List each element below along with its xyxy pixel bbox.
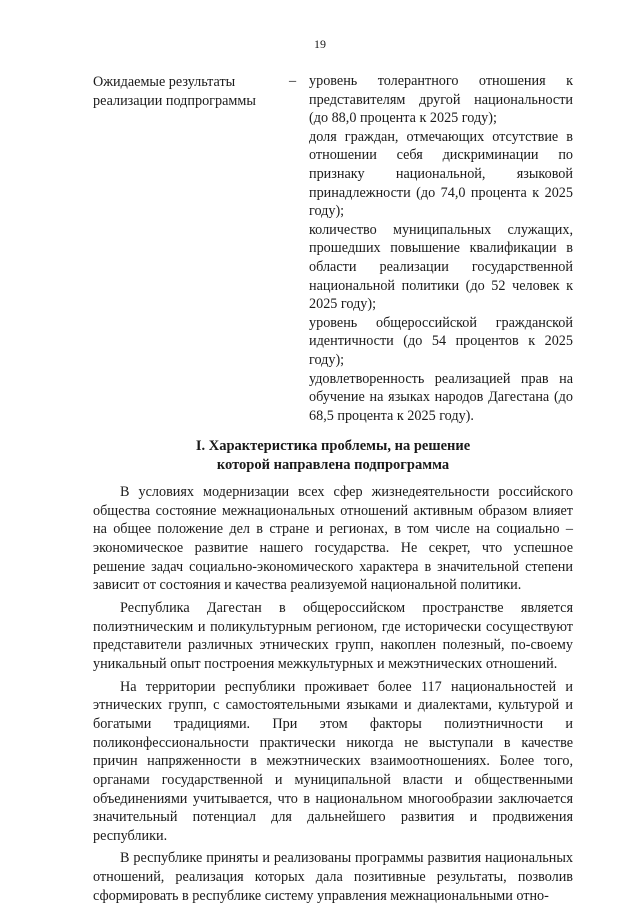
- paragraph: В условиях модернизации всех сфер жизнедеятельности российского общества состояние межнациональных отношений активным образом влияет на общее положение дел в стране и регионах, в том числе на социально – экономическое развитие нашего государства. Не секрет, что успешное решение задач социально-экономического характера в значительной степени зависит от состояния и качества реализуемой национальной политики.: [93, 484, 573, 594]
- expected-results-block: [93, 72, 573, 425]
- page-number: 19: [314, 37, 326, 51]
- expected-results-label: Ожидаемые результаты реализации подпрограммы: [93, 74, 256, 109]
- paragraph: Республика Дагестан в общероссийском пространстве является полиэтническим и поликультурным регионом, где исторически сосуществуют представители различных этнических групп, накоплен полезный, по-своему уникальный опыт построения межкультурных и межэтнических отношений.: [93, 599, 573, 672]
- section-heading: [93, 437, 573, 475]
- result-item: удовлетворенность реализацией прав на обучение на языках народов Дагестана (до 68,5 процента к 2025 году).: [309, 370, 573, 424]
- expected-results-list: [309, 72, 573, 425]
- result-item: уровень толерантного отношения к представителям другой национальности (до 88,0 процента к 2025 году);: [309, 73, 573, 127]
- result-item: количество муниципальных служащих, прошедших повышение квалификации в области реализации государственной национальной политики (до 52 человек к 2025 году);: [309, 221, 573, 313]
- body-text: [93, 483, 573, 909]
- paragraph: В республике приняты и реализованы программы развития национальных отношений, реализация которых дала позитивные результаты, позволив сформировать в республике систему управления межнациональными отно-: [93, 850, 573, 904]
- result-item: уровень общероссийской гражданской идентичности (до 54 процентов к 2025 году);: [309, 314, 573, 368]
- paragraph: На территории республики проживает более 117 национальностей и этнических групп, с самостоятельными языками и диалектами, культурой и богатыми традициями. При этом факторы полиэтничности и поликонфессиональности практически никогда не выступали в качестве причин напряженности в межэтнических взаимоотношениях. Более того, органами государственной и муниципальной власти и общественными объединениями учитывается, что в национальном многообразии заключается значительный потенциал для дальнейшего развития и продвижения республики.: [93, 678, 573, 844]
- section-heading-line-1: I. Характеристика проблемы, на решение: [195, 438, 471, 454]
- results-dash: –: [289, 73, 297, 89]
- result-item: доля граждан, отмечающих отсутствие в отношении себя дискриминации по признаку национальной, языковой принадлежности (до 74,0 процента к 2025 году);: [309, 128, 573, 220]
- section-heading-line-2: которой направлена подпрограмма: [216, 457, 450, 473]
